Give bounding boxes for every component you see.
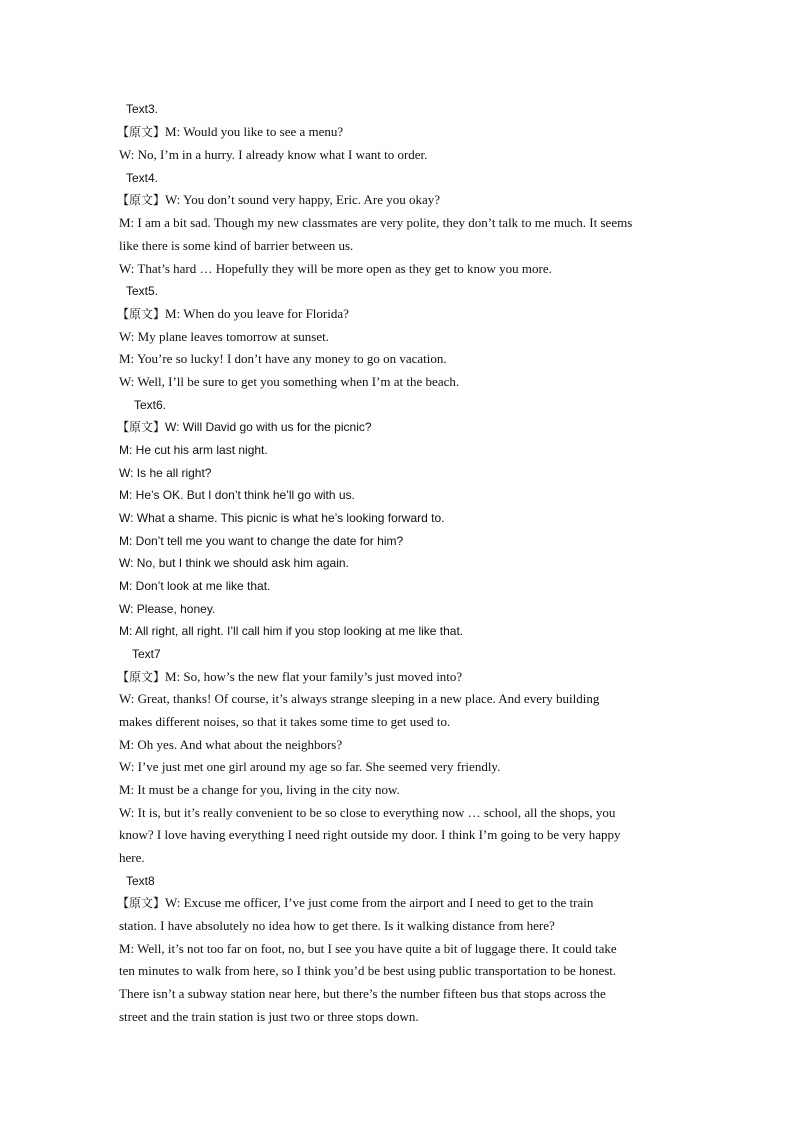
text5-line-3: M: You’re so lucky! I don’t have any money to go on vacation. xyxy=(119,351,447,366)
text3-label: Text3. xyxy=(126,102,159,116)
source-text-tag: 【原文】 xyxy=(117,670,166,684)
text7-line-7: W: It is, but it’s really convenient to be so close to everything now … school, all the shops, you xyxy=(119,805,616,820)
text6-line-2: M: He cut his arm last night. xyxy=(119,443,268,457)
dialogue-text: W: Excuse me officer, I’ve just come from the airport and I need to get to the train xyxy=(165,895,594,910)
text3-line-2: W: No, I’m in a hurry. I already know what I want to order. xyxy=(119,147,428,162)
text4-line-2: M: I am a bit sad. Though my new classmates are very polite, they don’t talk to me much. It seems xyxy=(119,215,633,230)
dialogue-text: M: Would you like to see a menu? xyxy=(165,124,344,139)
text8-line-2: station. I have absolutely no idea how to get there. Is it walking distance from here? xyxy=(119,918,555,933)
text6-line-6: M: Don’t tell me you want to change the date for him? xyxy=(119,534,404,548)
text4-line-1 xyxy=(119,192,440,208)
dialogue-text: W: Will David go with us for the picnic? xyxy=(165,420,372,434)
text8-line-1 xyxy=(119,895,593,911)
dialogue-text: M: So, how’s the new flat your family’s just moved into? xyxy=(165,669,463,684)
text7-line-3: makes different noises, so that it takes some time to get used to. xyxy=(119,714,451,729)
text6-line-9: W: Please, honey. xyxy=(119,602,216,616)
text5-line-4: W: Well, I’ll be sure to get you something when I’m at the beach. xyxy=(119,374,460,389)
text4-line-4: W: That’s hard … Hopefully they will be more open as they get to know you more. xyxy=(119,261,552,276)
text4-label: Text4. xyxy=(126,171,159,185)
text6-line-10: M: All right, all right. I’ll call him if you stop looking at me like that. xyxy=(119,624,464,638)
text8-line-4: ten minutes to walk from here, so I think you’d be best using public transportation to be honest. xyxy=(119,963,617,978)
text6-label: Text6. xyxy=(134,398,167,412)
text7-line-1 xyxy=(119,669,462,685)
source-text-tag: 【原文】 xyxy=(117,420,166,434)
source-text-tag: 【原文】 xyxy=(117,896,166,910)
source-text-tag: 【原文】 xyxy=(117,193,166,207)
dialogue-text: M: When do you leave for Florida? xyxy=(165,306,349,321)
text5-line-2: W: My plane leaves tomorrow at sunset. xyxy=(119,329,329,344)
text7-line-6: M: It must be a change for you, living in the city now. xyxy=(119,782,400,797)
text6-line-5: W: What a shame. This picnic is what he’s looking forward to. xyxy=(119,511,445,525)
text8-label: Text8 xyxy=(126,874,155,888)
source-text-tag: 【原文】 xyxy=(117,125,166,139)
text5-line-1 xyxy=(119,306,349,322)
text5-label: Text5. xyxy=(126,284,159,298)
text6-line-3: W: Is he all right? xyxy=(119,466,212,480)
text6-line-8: M: Don’t look at me like that. xyxy=(119,579,271,593)
text7-label: Text7 xyxy=(132,647,161,661)
text7-line-8: know? I love having everything I need right outside my door. I think I’m going to be very happy xyxy=(119,827,621,842)
dialogue-text: W: You don’t sound very happy, Eric. Are you okay? xyxy=(165,192,441,207)
text7-line-5: W: I’ve just met one girl around my age so far. She seemed very friendly. xyxy=(119,759,501,774)
text3-line-1 xyxy=(119,124,343,140)
text6-line-1 xyxy=(119,419,372,435)
text6-line-7: W: No, but I think we should ask him again. xyxy=(119,556,349,570)
text7-line-4: M: Oh yes. And what about the neighbors? xyxy=(119,737,343,752)
text8-line-5: There isn’t a subway station near here, but there’s the number fifteen bus that stops across the xyxy=(119,986,606,1001)
text8-line-3: M: Well, it’s not too far on foot, no, but I see you have quite a bit of luggage there. It could take xyxy=(119,941,617,956)
source-text-tag: 【原文】 xyxy=(117,307,166,321)
text4-line-3: like there is some kind of barrier between us. xyxy=(119,238,354,253)
text7-line-9: here. xyxy=(119,850,145,865)
text6-line-4: M: He’s OK. But I don’t think he’ll go with us. xyxy=(119,488,355,502)
text8-line-6: street and the train station is just two or three stops down. xyxy=(119,1009,419,1024)
text7-line-2: W: Great, thanks! Of course, it’s always strange sleeping in a new place. And every building xyxy=(119,691,600,706)
